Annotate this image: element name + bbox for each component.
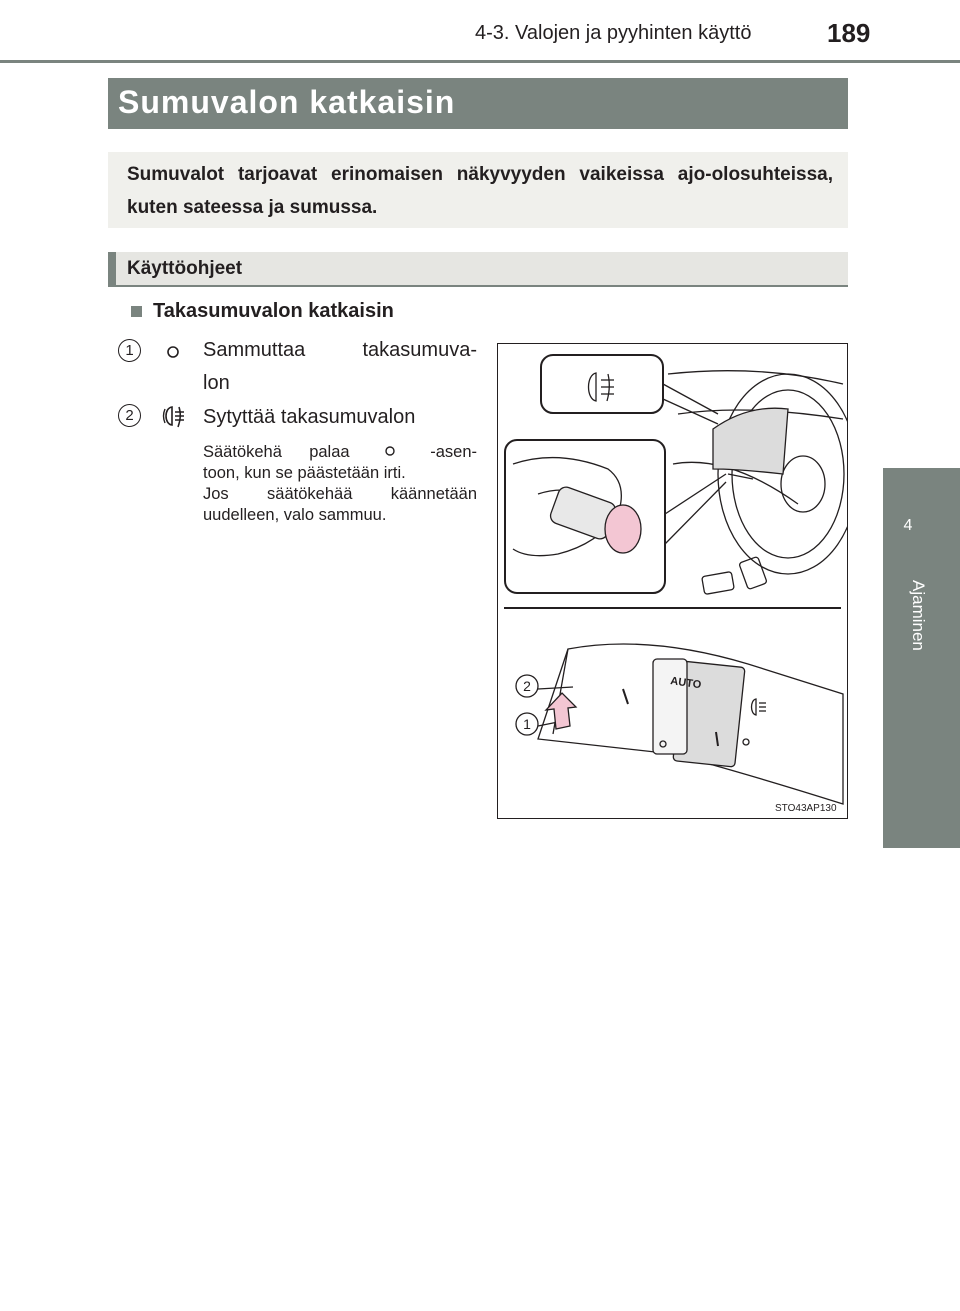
item-number-1: 1 — [118, 339, 141, 362]
page-number: 189 — [827, 18, 871, 48]
page-title: Sumuvalon katkaisin — [118, 84, 456, 120]
chapter-number: 4 — [903, 517, 913, 534]
note-text — [203, 442, 477, 526]
figure-auto-label: AUTO — [669, 675, 702, 692]
fog-switch-illustration — [498, 344, 847, 818]
rear-fog-on-icon — [160, 403, 188, 429]
item-1-text-line1: Sammuttaa takasumuva- — [203, 339, 477, 361]
note-line-3: Jos säätökehää käännetään — [203, 485, 477, 503]
note-line-2: toon, kun se päästetään irti. — [203, 464, 406, 482]
intro-text: Sumuvalot tarjoavat erinomaisen näkyvyyden vaikeissa ajo-olosuhteissa, kuten sateessa ja sumussa. — [127, 164, 833, 218]
item-1-text-line2: lon — [203, 372, 230, 394]
bullet-square-icon — [131, 306, 142, 317]
figure-frame — [497, 343, 848, 819]
header-section-title: 4-3. Valojen ja pyyhinten käyttö — [475, 22, 752, 44]
bullet-heading: Takasumuvalon katkaisin — [153, 300, 394, 322]
subheading: Käyttöohjeet — [127, 258, 243, 279]
rear-fog-off-icon — [163, 342, 183, 362]
note-line-4: uudelleen, valo sammuu. — [203, 506, 387, 524]
item-2-text: Sytyttää takasumuvalon — [203, 406, 416, 428]
rear-fog-off-icon-inline — [383, 444, 397, 458]
note-line-1 — [203, 442, 477, 463]
header-rule — [0, 60, 960, 63]
figure-callout-1: 1 — [523, 716, 531, 732]
item-number-2: 2 — [118, 404, 141, 427]
note-line-1b: -asen- — [430, 443, 477, 461]
chapter-label: Ajaminen — [909, 580, 928, 651]
note-line-1a: Säätökehä palaa — [203, 443, 350, 461]
figure-code: STO43AP130 — [775, 803, 837, 814]
figure-callout-2: 2 — [523, 678, 531, 694]
